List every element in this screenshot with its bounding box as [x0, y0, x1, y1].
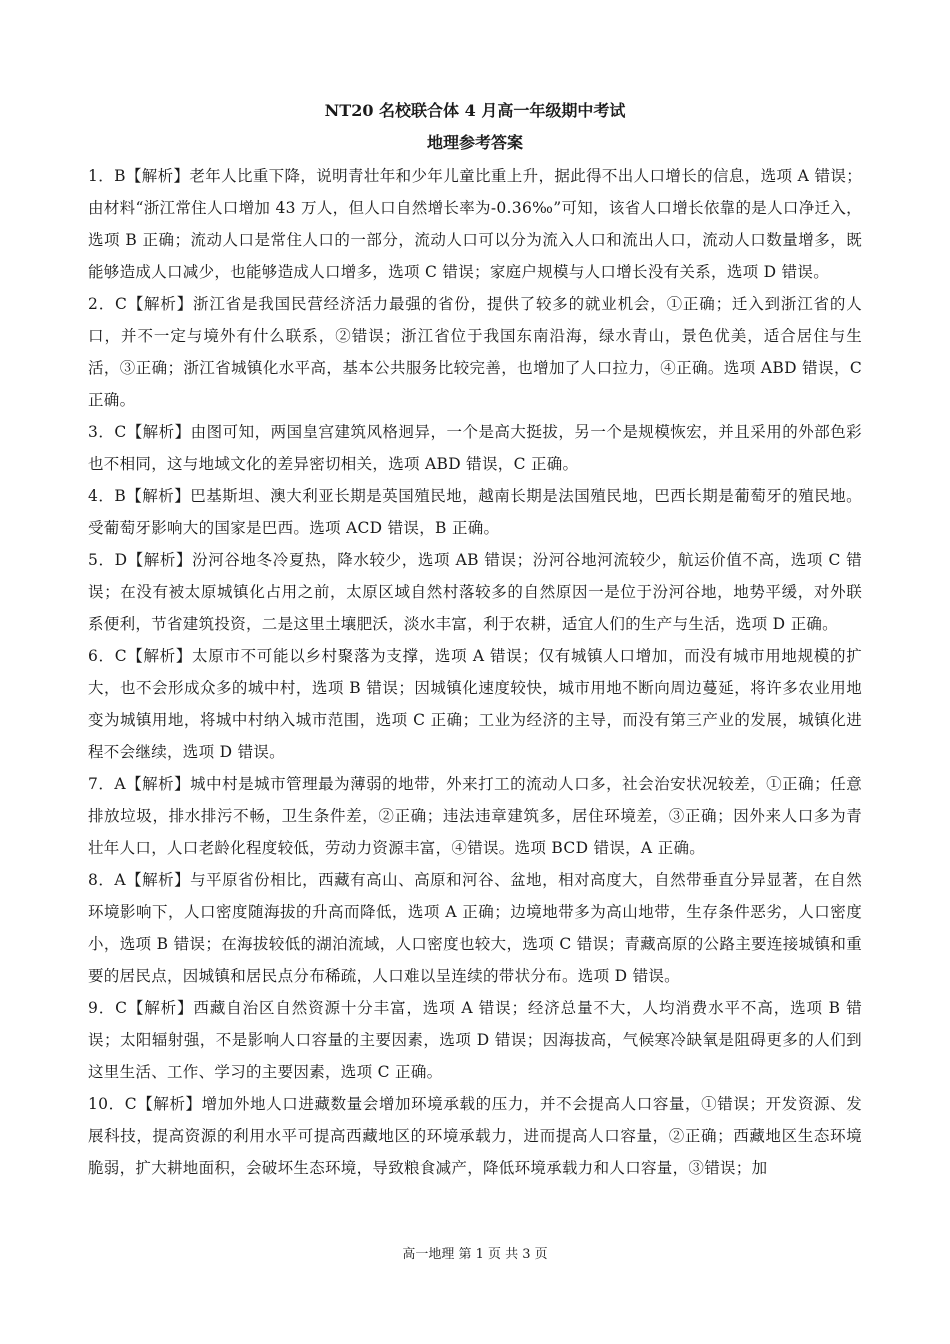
answer-item-3: 3．C【解析】由图可知，两国皇宫建筑风格迥异，一个是高大挺拔，另一个是规模恢宏，并且采用的外部色彩也不相同，这与地域文化的差异密切相关，选项 ABD 错误，C 正确。 — [88, 423, 862, 473]
answer-list — [88, 160, 862, 1184]
answer-item-4: 4．B【解析】巴基斯坦、澳大利亚长期是英国殖民地，越南长期是法国殖民地，巴西长期是葡萄牙的殖民地。受葡萄牙影响大的国家是巴西。选项 ACD 错误，B 正确。 — [88, 487, 862, 537]
answer-item-9: 9．C【解析】西藏自治区自然资源十分丰富，选项 A 错误；经济总量不大，人均消费水平不高，选项 B 错误；太阳辐射强，不是影响人口容量的主要因素，选项 D 错误；因海拔高，气候寒冷缺氧是阻碍更多的人们到这里生活、工作、学习的主要因素，选项 C 正确。 — [88, 999, 862, 1081]
answer-item-2: 2．C【解析】浙江省是我国民营经济活力最强的省份，提供了较多的就业机会，①正确；迁入到浙江省的人口，并不一定与境外有什么联系，②错误；浙江省位于我国东南沿海，绿水青山，景色优美，适合居住与生活，③正确；浙江省城镇化水平高，基本公共服务比较完善，也增加了人口拉力，④正确。选项 ABD 错误，C 正确。 — [88, 295, 862, 409]
answer-item-1: 1．B【解析】老年人比重下降，说明青壮年和少年儿童比重上升，据此得不出人口增长的信息，选项 A 错误；由材料“浙江常住人口增加 43 万人，但人口自然增长率为-0.36‰”可知，该省人口增长依靠的是人口净迁入，选项 B 正确；流动人口是常住人口的一部分，流动人口可以分为流入人口和流出人口，流动人口数量增多，既能够造成人口减少，也能够造成人口增多，选项 C 错误；家庭户规模与人口增长没有关系，选项 D 错误。 — [88, 167, 862, 281]
answer-item-10: 10．C【解析】增加外地人口进藏数量会增加环境承载的压力，并不会提高人口容量，①错误；开发资源、发展科技，提高资源的利用水平可提高西藏地区的环境承载力，进而提高人口容量，②正确；西藏地区生态环境脆弱，扩大耕地面积，会破坏生态环境，导致粮食减产，降低环境承载力和人口容量，③错误；加 — [88, 1095, 862, 1177]
answer-item-7: 7．A【解析】城中村是城市管理最为薄弱的地带，外来打工的流动人口多，社会治安状况较差，①正确；任意排放垃圾，排水排污不畅，卫生条件差，②正确；违法违章建筑多，居住环境差，③正确；因外来人口多为青壮年人口，人口老龄化程度较低，劳动力资源丰富，④错误。选项 BCD 错误，A 正确。 — [88, 775, 862, 857]
answer-item-5: 5．D【解析】汾河谷地冬冷夏热，降水较少，选项 AB 错误；汾河谷地河流较少，航运价值不高，选项 C 错误；在没有被太原城镇化占用之前，太原区域自然村落较多的自然原因一是位于汾河谷地，地势平缓，对外联系便利，节省建筑投资，二是这里土壤肥沃，淡水丰富，利于农耕，适宜人们的生产与生活，选项 D 正确。 — [88, 551, 862, 633]
document-subtitle: 地理参考答案 — [426, 133, 523, 152]
document-title: NT20 名校联合体 4 月高一年级期中考试 — [324, 101, 626, 120]
answer-item-6: 6．C【解析】太原市不可能以乡村聚落为支撑，选项 A 错误；仅有城镇人口增加，而没有城市用地规模的扩大，也不会形成众多的城中村，选项 B 错误；因城镇化速度较快，城市用地不断向周边蔓延，将许多农业用地变为城镇用地，将城中村纳入城市范围，选项 C 正确；工业为经济的主导，而没有第三产业的发展，城镇化进程不会继续，选项 D 错误。 — [88, 647, 862, 761]
answer-item-8: 8．A【解析】与平原省份相比，西藏有高山、高原和河谷、盆地，相对高度大，自然带垂直分异显著，在自然环境影响下，人口密度随海拔的升高而降低，选项 A 正确；边境地带多为高山地带，生存条件恶劣，人口密度小，选项 B 错误；在海拔较低的湖泊流域，人口密度也较大，选项 C 错误；青藏高原的公路主要连接城镇和重要的居民点，因城镇和居民点分布稀疏，人口难以呈连续的带状分布。选项 D 错误。 — [88, 871, 862, 985]
page-footer: 高一地理 第 1 页 共 3 页 — [402, 1247, 548, 1262]
